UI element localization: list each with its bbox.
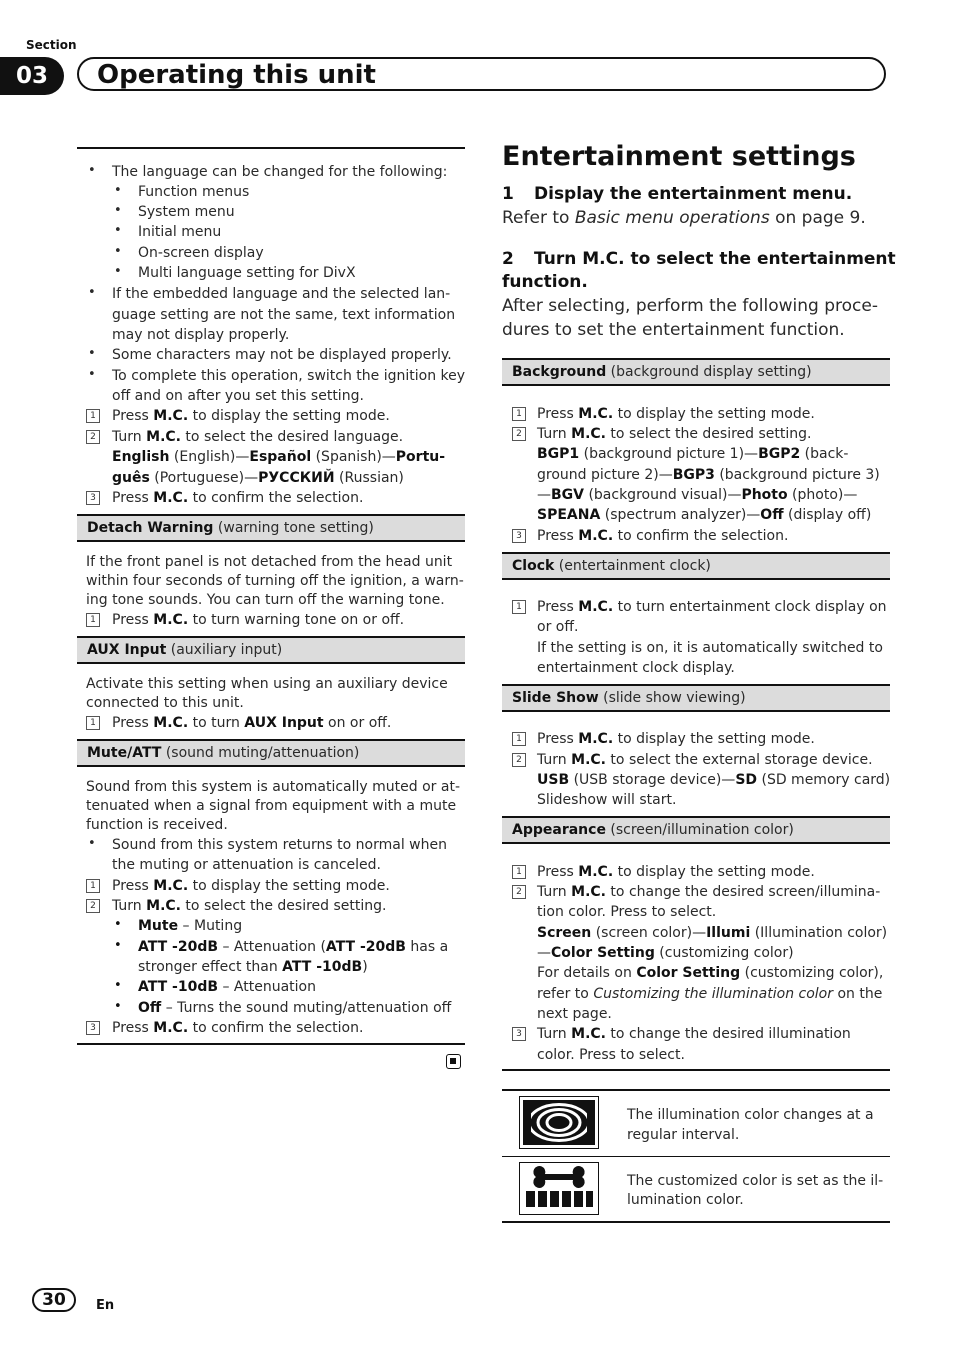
step-1-reference: Refer to Basic menu operations on page 9. — [502, 208, 866, 228]
step-number-1: 1 — [512, 732, 526, 746]
mute-text-line: tenuated when a signal from equipment with a mute — [86, 798, 457, 814]
background-step-3: Press M.C. to confirm the selection. — [537, 528, 789, 544]
bullet: • — [88, 836, 96, 851]
custom-wrench-icon — [520, 1163, 598, 1214]
background-step-2: Turn M.C. to select the desired setting. — [537, 426, 812, 442]
appearance-detail-line: For details on Color Setting (customizing color), — [537, 965, 884, 981]
step-2-title-line: Turn M.C. to select the entertainment — [534, 249, 896, 269]
appearance-step-2-cont: tion color. Press to select. — [537, 904, 717, 920]
lang-item: Initial menu — [138, 224, 222, 240]
step-2-title-line: function. — [502, 272, 588, 292]
step-number-1: 1 — [86, 879, 100, 893]
clock-bar: Clock (entertainment clock) — [502, 552, 890, 580]
left-bottom-rule — [77, 1043, 465, 1045]
mute-step-1: Press M.C. to display the setting mode. — [112, 878, 390, 894]
bullet: • — [88, 285, 96, 300]
bullet: • — [114, 999, 122, 1014]
mute-text-line: function is received. — [86, 817, 228, 833]
lang-item: On-screen display — [138, 245, 264, 261]
bullet: • — [114, 203, 122, 218]
mute-step-2: Turn M.C. to select the desired setting. — [112, 898, 387, 914]
appearance-options-line: —Color Setting (customizing color) — [537, 945, 794, 961]
clock-note-line: entertainment clock display. — [537, 660, 735, 676]
off-option: Off – Turns the sound muting/attenuation off — [138, 1000, 452, 1016]
aux-text-line: connected to this unit. — [86, 695, 244, 711]
icon-description-line: regular interval. — [627, 1127, 740, 1143]
background-options-line: BGP1 (background picture 1)—BGP2 (back- — [537, 446, 849, 462]
section-number: 03 — [0, 57, 64, 95]
mute-bullet-line: Sound from this system returns to normal when — [112, 837, 447, 853]
left-top-rule — [77, 147, 465, 149]
embedded-note-line: guage setting are not the same, text information — [112, 307, 456, 323]
icon-description-line: The customized color is set as the il- — [627, 1173, 884, 1189]
step-number-3: 3 — [512, 529, 526, 543]
appearance-step-3: Turn M.C. to change the desired illumination — [537, 1026, 851, 1042]
slideshow-note: Slideshow will start. — [537, 792, 677, 808]
step-number-3: 3 — [512, 1027, 526, 1041]
lang-item: Function menus — [138, 184, 250, 200]
bullet: • — [114, 223, 122, 238]
aux-step-1: Press M.C. to turn AUX Input on or off. — [112, 715, 392, 731]
lang-item: System menu — [138, 204, 235, 220]
chapter-title-box — [77, 57, 886, 91]
ignition-note-line: off and on after you set this setting. — [112, 388, 364, 404]
att20-option-line: ATT -20dB – Attenuation (ATT -20dB has a — [138, 939, 449, 955]
appearance-step-2: Turn M.C. to change the desired screen/illumina- — [537, 884, 881, 900]
mute-option: Mute – Muting — [138, 918, 243, 934]
icon-table-divider — [502, 1156, 890, 1157]
slideshow-step-1: Press M.C. to display the setting mode. — [537, 731, 815, 747]
appearance-options-line: Screen (screen color)—Illumi (Illumination color) — [537, 925, 888, 941]
step-2-text-line: dures to set the entertainment function. — [502, 320, 845, 340]
detach-text-line: ing tone sounds. You can turn off the warning tone. — [86, 592, 445, 608]
slide-show-bar: Slide Show (slide show viewing) — [502, 684, 890, 712]
end-mark-icon — [446, 1054, 461, 1069]
step-number-1: 1 — [86, 409, 100, 423]
section-label: Section — [26, 38, 77, 52]
clock-note-line: If the setting is on, it is automatically switched to — [537, 640, 883, 656]
ignition-note-line: To complete this operation, switch the ignition key — [112, 368, 466, 384]
step-number-2: 2 — [512, 885, 526, 899]
aux-text-line: Activate this setting when using an auxiliary device — [86, 676, 448, 692]
step-1-title: Display the entertainment menu. — [534, 184, 853, 204]
step-number-2: 2 — [512, 753, 526, 767]
icon-cell — [519, 1096, 599, 1149]
appearance-detail-line: next page. — [537, 1006, 612, 1022]
background-options-line: ground picture 2)—BGP3 (background picture 3) — [537, 467, 880, 483]
step-number-1: 1 — [512, 865, 526, 879]
icon-cell — [519, 1162, 599, 1215]
bullet: • — [114, 978, 122, 993]
clock-step-1-cont: or off. — [537, 619, 579, 635]
appearance-bottom-rule — [502, 1069, 890, 1071]
background-bar: Background (background display setting) — [502, 358, 890, 386]
step-number-2: 2 — [86, 430, 100, 444]
mute-text-line: Sound from this system is automatically muted or at- — [86, 779, 460, 795]
att10-option: ATT -10dB – Attenuation — [138, 979, 316, 995]
lang-step-1: Press M.C. to display the setting mode. — [112, 408, 390, 424]
icon-description-line: The illumination color changes at a — [627, 1107, 874, 1123]
icon-description-line: lumination color. — [627, 1192, 744, 1208]
step-number-1: 1 — [86, 716, 100, 730]
icon-table-top-rule — [502, 1089, 890, 1091]
bullet: • — [88, 346, 96, 361]
appearance-step-1: Press M.C. to display the setting mode. — [537, 864, 815, 880]
bullet: • — [114, 938, 122, 953]
slideshow-options: USB (USB storage device)—SD (SD memory card) — [537, 772, 891, 788]
mute-bullet-line: the muting or attenuation is canceled. — [112, 857, 381, 873]
step-number-1: 1 — [86, 613, 100, 627]
lang-step-3: Press M.C. to confirm the selection. — [112, 490, 364, 506]
att20-option-line: stronger effect than ATT -10dB) — [138, 959, 368, 975]
lang-options-line: guês (Portuguese)—РУССКИЙ (Russian) — [112, 470, 404, 486]
step-number-1: 1 — [512, 407, 526, 421]
step-1-number: 1 — [502, 184, 514, 204]
bullet: • — [88, 163, 96, 178]
rainbow-cycle-icon — [520, 1097, 598, 1148]
clock-step-1: Press M.C. to turn entertainment clock display on — [537, 599, 887, 615]
mute-att-bar: Mute/ATT (sound muting/attenuation) — [77, 739, 465, 767]
lang-item: Multi language setting for DivX — [138, 265, 356, 281]
bullet: • — [114, 264, 122, 279]
language-code: En — [96, 1298, 115, 1313]
appearance-bar: Appearance (screen/illumination color) — [502, 816, 890, 844]
detach-text-line: If the front panel is not detached from the head unit — [86, 554, 453, 570]
embedded-note-line: If the embedded language and the selected lan- — [112, 286, 451, 302]
bullet: • — [114, 244, 122, 259]
bullet: • — [114, 183, 122, 198]
icon-table-bottom-rule — [502, 1221, 890, 1223]
step-number-3: 3 — [86, 491, 100, 505]
background-options-line: —BGV (background visual)—Photo (photo)— — [537, 487, 858, 503]
background-step-1: Press M.C. to display the setting mode. — [537, 406, 815, 422]
slideshow-step-2: Turn M.C. to select the external storage device. — [537, 752, 873, 768]
chars-note: Some characters may not be displayed properly. — [112, 347, 452, 363]
bullet: • — [114, 917, 122, 932]
step-2-text-line: After selecting, perform the following proce- — [502, 296, 878, 316]
background-options-line: SPEANA (spectrum analyzer)—Off (display off) — [537, 507, 872, 523]
detach-text-line: within four seconds of turning off the ignition, a warn- — [86, 573, 464, 589]
embedded-note-line: may not display properly. — [112, 327, 290, 343]
mute-step-3: Press M.C. to confirm the selection. — [112, 1020, 364, 1036]
step-number-2: 2 — [512, 427, 526, 441]
detach-step-1: Press M.C. to turn warning tone on or off. — [112, 612, 405, 628]
step-number-1: 1 — [512, 600, 526, 614]
lang-options-line: English (English)—Español (Spanish)—Portu- — [112, 449, 446, 465]
page-number: 30 — [32, 1288, 76, 1312]
chapter-title: Operating this unit — [97, 60, 376, 90]
step-2-number: 2 — [502, 249, 514, 269]
section-heading: Entertainment settings — [502, 141, 856, 172]
bullet: • — [88, 367, 96, 382]
lang-note: The language can be changed for the following: — [112, 164, 448, 180]
appearance-step-3-cont: color. Press to select. — [537, 1047, 685, 1063]
step-number-3: 3 — [86, 1021, 100, 1035]
detach-warning-bar: Detach Warning (warning tone setting) — [77, 514, 465, 542]
aux-input-bar: AUX Input (auxiliary input) — [77, 636, 465, 664]
step-number-2: 2 — [86, 899, 100, 913]
appearance-detail-line: refer to Customizing the illumination color on the — [537, 986, 883, 1002]
lang-step-2: Turn M.C. to select the desired language. — [112, 429, 404, 445]
